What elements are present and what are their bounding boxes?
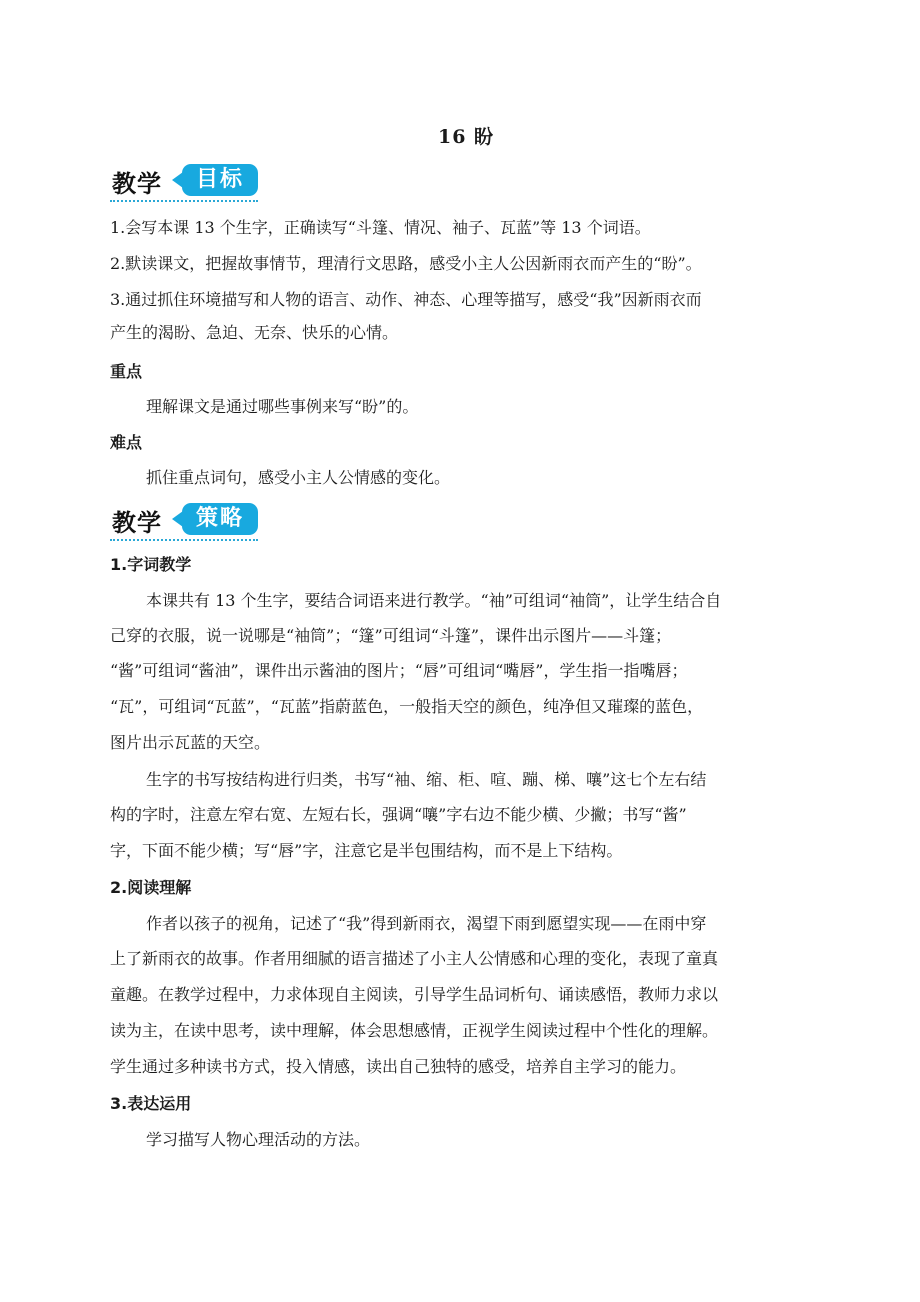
paragraph-line: 生字的书写按结构进行归类，书写“袖、缩、柜、喧、蹦、梯、嚷”这七个左右结 [146, 770, 707, 789]
difficulty-label: 难点 [110, 433, 143, 452]
section-header-goals [110, 162, 258, 202]
dotted-divider [110, 539, 258, 541]
paragraph-line: 己穿的衣服，说一说哪是“袖筒”；“篷”可组词“斗篷”，课件出示图片——斗篷； [110, 626, 672, 645]
paragraph-line: 学生通过多种读书方式，投入情感，读出自己独特的感受，培养自主学习的能力。 [110, 1057, 687, 1076]
dotted-divider [110, 200, 258, 202]
goal-item-3-cont: 产生的渴盼、急迫、无奈、快乐的心情。 [110, 323, 399, 342]
section-header-lead: 教学 [112, 170, 162, 198]
goal-item-2: 2.默读课文，把握故事情节，理清行文思路，感受小主人公因新雨衣而产生的“盼”。 [110, 254, 702, 273]
strategy-1-title: 1.字词教学 [110, 555, 192, 574]
paragraph-line: 学习描写人物心理活动的方法。 [146, 1130, 371, 1149]
goal-item-3: 3.通过抓住环境描写和人物的语言、动作、神态、心理等描写，感受“我”因新雨衣而 [110, 290, 702, 309]
lesson-title: 16 盼 [437, 126, 495, 148]
paragraph-line: 读为主，在读中思考，读中理解，体会思想感情，正视学生阅读过程中个性化的理解。 [110, 1021, 719, 1040]
key-point-label: 重点 [110, 362, 143, 381]
goal-item-1: 1.会写本课 13 个生字，正确读写“斗篷、情况、袖子、瓦蓝”等 13 个词语。 [110, 218, 651, 237]
paragraph-line: 图片出示瓦蓝的天空。 [110, 733, 271, 752]
paragraph-line: 构的字时，注意左窄右宽、左短右长，强调“嚷”字右边不能少横、少撇；书写“酱” [110, 805, 687, 824]
paragraph-line: “酱”可组词“酱油”，课件出示酱油的图片；“唇”可组词“嘴唇”，学生指一指嘴唇； [110, 661, 688, 680]
strategy-2-title: 2.阅读理解 [110, 878, 192, 897]
paragraph-line: 童趣。在教学过程中，力求体现自主阅读，引导学生品词析句、诵读感悟，教师力求以 [110, 985, 719, 1004]
section-header-tag: 策略 [182, 503, 258, 535]
paragraph-line: 本课共有 13 个生字，要结合词语来进行教学。“袖”可组词“袖筒”，让学生结合自 [146, 591, 722, 610]
section-header-strategy [110, 501, 258, 541]
paragraph-line: 作者以孩子的视角，记述了“我”得到新雨衣，渴望下雨到愿望实现——在雨中穿 [146, 914, 707, 933]
paragraph-line: “瓦”，可组词“瓦蓝”，“瓦蓝”指蔚蓝色，一般指天空的颜色，纯净但又璀璨的蓝色， [110, 697, 704, 716]
paragraph-line: 字，下面不能少横；写“唇”字，注意它是半包围结构，而不是上下结构。 [110, 841, 623, 860]
paragraph-line: 上了新雨衣的故事。作者用细腻的语言描述了小主人公情感和心理的变化，表现了童真 [110, 949, 719, 968]
difficulty-text: 抓住重点词句，感受小主人公情感的变化。 [146, 468, 451, 487]
section-header-lead: 教学 [112, 509, 162, 537]
section-header-tag: 目标 [182, 164, 258, 196]
key-point-text: 理解课文是通过哪些事例来写“盼”的。 [146, 397, 419, 416]
strategy-3-title: 3.表达运用 [110, 1094, 192, 1113]
